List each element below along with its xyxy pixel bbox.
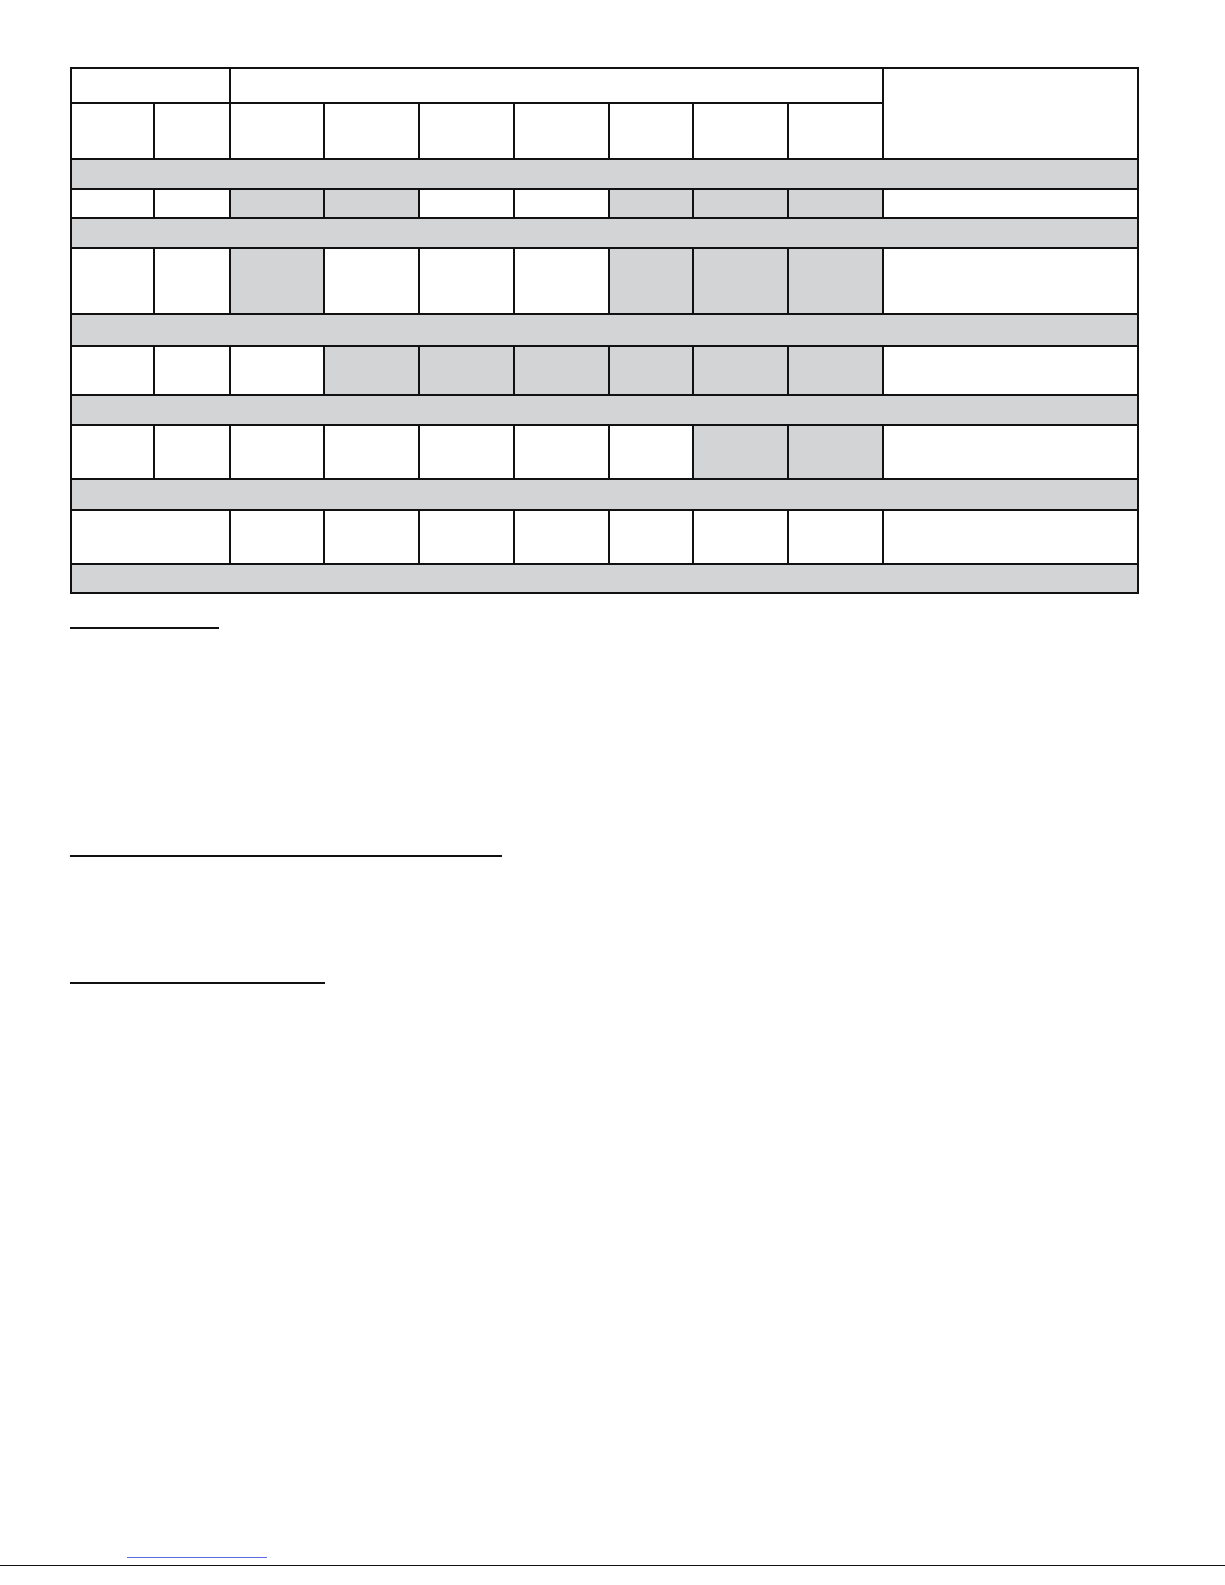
body-cell-r5-c8: [692, 509, 789, 565]
header-col-5: [418, 102, 515, 160]
footer-divider: [0, 1565, 1225, 1566]
body-cell-r3-c10: [882, 345, 1139, 396]
body-cell-r5-c1: [70, 509, 231, 565]
body-cell-r1-c10: [882, 188, 1139, 219]
body-cell-r1-c3: [229, 188, 325, 219]
body-cell-r3-c7: [608, 345, 694, 396]
section-band-4: [70, 394, 1139, 427]
section-band-1: [70, 158, 1139, 190]
body-cell-r4-c5: [418, 424, 515, 480]
header-group-middle: [229, 67, 884, 104]
underline-blank-3: [70, 982, 325, 984]
body-cell-r2-c6: [513, 247, 610, 315]
body-cell-r2-c8: [692, 247, 789, 315]
body-cell-r3-c8: [692, 345, 789, 396]
header-group-left: [70, 67, 231, 104]
body-cell-r3-c1: [70, 345, 155, 396]
body-cell-r5-c4: [323, 509, 420, 565]
body-cell-r4-c8: [692, 424, 789, 480]
header-col-2: [153, 102, 231, 160]
header-col-4: [323, 102, 420, 160]
body-cell-r1-c5: [418, 188, 515, 219]
body-cell-r4-c4: [323, 424, 420, 480]
body-cell-r3-c3: [229, 345, 325, 396]
header-col-9: [787, 102, 884, 160]
footer-link-underline[interactable]: [127, 1557, 267, 1558]
section-band-2: [70, 217, 1139, 250]
body-cell-r4-c9: [787, 424, 884, 480]
body-cell-r5-c9: [787, 509, 884, 565]
body-cell-r2-c9: [787, 247, 884, 315]
body-cell-r4-c3: [229, 424, 325, 480]
body-cell-r4-c6: [513, 424, 610, 480]
body-cell-r4-c1: [70, 424, 155, 480]
body-cell-r1-c9: [787, 188, 884, 219]
body-cell-r2-c2: [153, 247, 231, 315]
section-band-3: [70, 313, 1139, 347]
body-cell-r5-c5: [418, 509, 515, 565]
body-cell-r2-c4: [323, 247, 420, 315]
body-cell-r3-c9: [787, 345, 884, 396]
body-cell-r1-c7: [608, 188, 694, 219]
body-cell-r5-c7: [608, 509, 694, 565]
header-col-1: [70, 102, 155, 160]
body-cell-r1-c6: [513, 188, 610, 219]
section-band-6: [70, 563, 1139, 594]
body-cell-r2-c5: [418, 247, 515, 315]
body-cell-r3-c5: [418, 345, 515, 396]
body-cell-r4-c2: [153, 424, 231, 480]
body-cell-r1-c4: [323, 188, 420, 219]
body-cell-r1-c2: [153, 188, 231, 219]
body-cell-r1-c8: [692, 188, 789, 219]
header-notes-column: [882, 67, 1139, 160]
body-cell-r3-c4: [323, 345, 420, 396]
body-cell-r4-c10: [882, 424, 1139, 480]
body-cell-r5-c3: [229, 509, 325, 565]
underline-blank-1: [70, 627, 219, 629]
body-cell-r1-c1: [70, 188, 155, 219]
body-cell-r4-c7: [608, 424, 694, 480]
body-cell-r2-c7: [608, 247, 694, 315]
body-cell-r3-c2: [153, 345, 231, 396]
body-cell-r5-c6: [513, 509, 610, 565]
body-cell-r2-c10: [882, 247, 1139, 315]
underline-blank-2: [70, 855, 502, 857]
header-col-6: [513, 102, 610, 160]
section-band-5: [70, 478, 1139, 511]
header-col-7: [608, 102, 694, 160]
body-cell-r3-c6: [513, 345, 610, 396]
header-col-3: [229, 102, 325, 160]
body-cell-r2-c1: [70, 247, 155, 315]
body-cell-r2-c3: [229, 247, 325, 315]
body-cell-r5-c10: [882, 509, 1139, 565]
header-col-8: [692, 102, 789, 160]
